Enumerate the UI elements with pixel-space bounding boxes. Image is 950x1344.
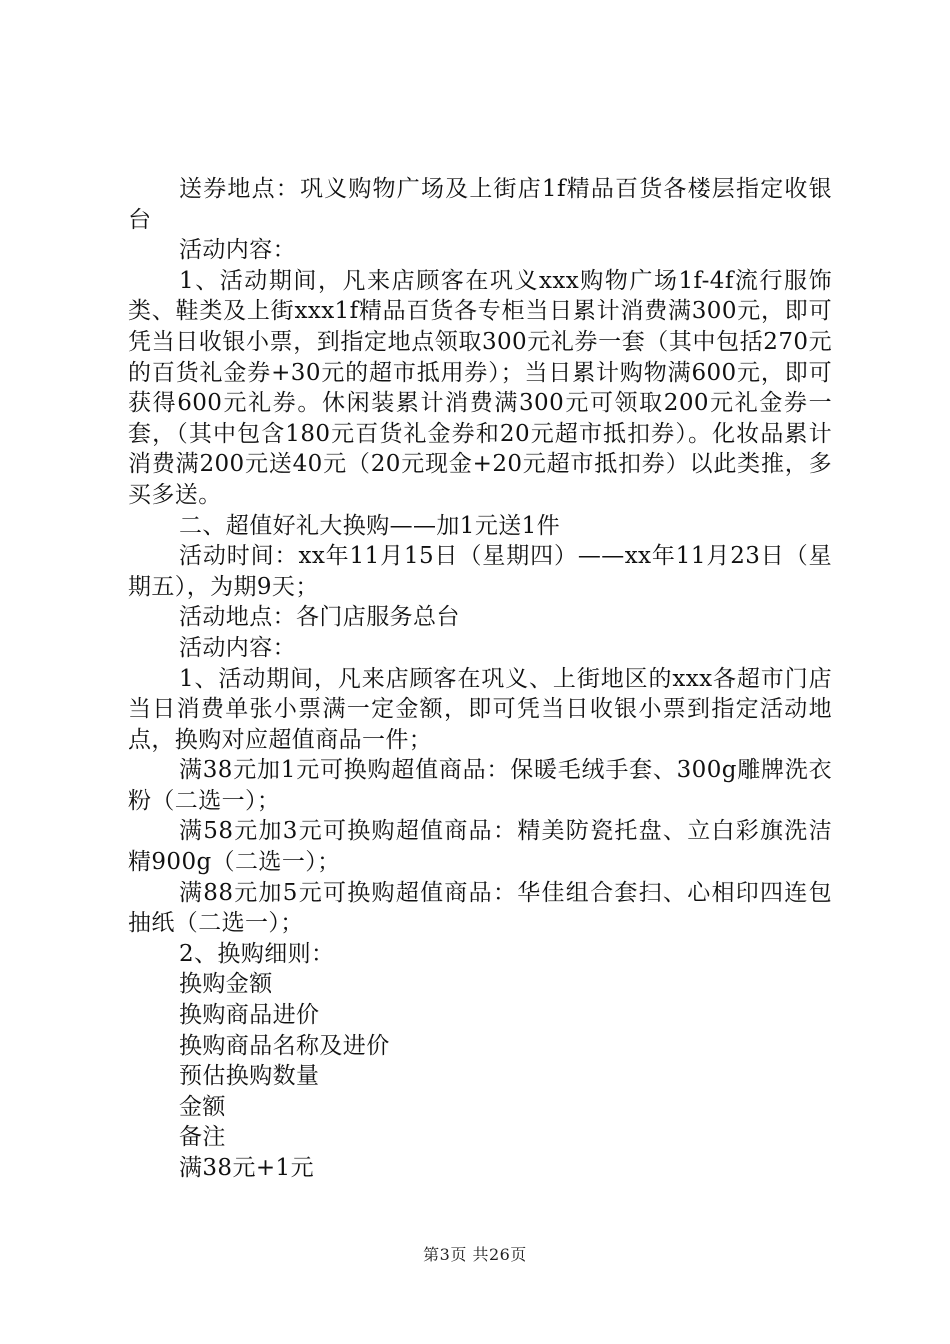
- document-body: [128, 174, 832, 1184]
- list-item-tier-38-plus-1: 满38元+1元: [179, 1155, 314, 1181]
- paragraph-tier-58: 满58元加3元可换购超值商品：精美防瓷托盘、立白彩旗洗洁精900g（二选一）；: [128, 818, 832, 876]
- paragraph-exchange-details-heading: 2、换购细则：: [179, 940, 335, 967]
- section-heading-exchange: 二、超值好礼大换购——加1元送1件: [179, 512, 561, 539]
- paragraph-tier-38: 满38元加1元可换购超值商品：保暖毛绒手套、300g雕牌洗衣粉（二选一）；: [128, 757, 832, 814]
- list-item-purchase-price: 换购商品进价: [179, 1002, 320, 1029]
- paragraph-activity-content-heading-2: 活动内容：: [179, 634, 296, 661]
- paragraph-activity-content-heading: 活动内容：: [179, 237, 296, 264]
- paragraph-coupon-location: 送券地点：巩义购物广场及上街店1f精品百货各楼层指定收银台: [128, 176, 832, 233]
- list-item-amount: 金额: [179, 1093, 226, 1120]
- paragraph-activity-time: 活动时间：xx年11月15日（星期四）——xx年11月23日（星期五），为期9天；: [128, 543, 832, 600]
- list-item-exchange-amount: 换购金额: [179, 971, 273, 998]
- paragraph-activity-rules: 1、活动期间，凡来店顾客在巩义xxx购物广场1f-4f流行服饰类、鞋类及上街xxx1f精品百货各专柜当日累计消费满300元，即可凭当日收银小票，到指定地点领取300元礼券一套（其中包括270元的百货礼金券+30元的超市抵用券）；当日累计购物满600元，即可获得600元礼券。休闲装累计消费满300元可领取200元礼金券一套，（其中包含180元百货礼金券和20元超市抵扣券）。化妆品累计消费满200元送40元（20元现金+20元超市抵扣券）以此类推，多买多送。: [128, 267, 832, 508]
- paragraph-exchange-rules: 1、活动期间，凡来店顾客在巩义、上街地区的xxx各超市门店当日消费单张小票满一定金额，即可凭当日收银小票到指定活动地点，换购对应超值商品一件；: [128, 665, 832, 753]
- paragraph-tier-88: 满88元加5元可换购超值商品：华佳组合套扫、心相印四连包抽纸（二选一）；: [128, 879, 832, 937]
- list-item-product-name-price: 换购商品名称及进价: [179, 1032, 390, 1059]
- paragraph-activity-location: 活动地点：各门店服务总台: [179, 604, 460, 631]
- page-footer: 第3页 共26页: [423, 1245, 527, 1264]
- list-item-remarks: 备注: [179, 1124, 226, 1151]
- list-item-estimated-quantity: 预估换购数量: [179, 1063, 320, 1090]
